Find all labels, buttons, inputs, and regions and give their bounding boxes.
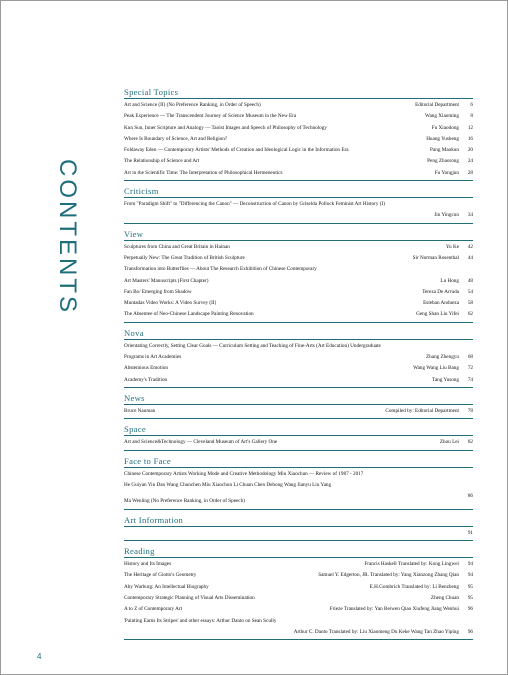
toc-entry[interactable]: [124, 559, 473, 570]
toc-entry[interactable]: [124, 264, 473, 275]
toc-entry[interactable]: [124, 123, 473, 134]
toc-entry[interactable]: [124, 309, 473, 320]
toc-entry[interactable]: [124, 437, 473, 448]
entry-page-number: 6: [470, 102, 473, 108]
toc-entry[interactable]: [124, 616, 473, 627]
toc-section: [124, 186, 473, 224]
entry-author: Zhou Lei: [439, 439, 459, 446]
entry-title: Chinese Contemporary Artists Working Mode and Creative Methodology Miu Xiaochun — Review of 1987 - 2017: [124, 470, 364, 477]
toc-entry[interactable]: [124, 469, 473, 480]
entry-title: Academy's Tradition: [124, 376, 168, 383]
entry-right: [432, 375, 473, 386]
entry-author: Huang Yusheng: [426, 135, 459, 142]
entry-page-number: 91: [467, 529, 473, 536]
section-heading: Face to Face: [124, 455, 172, 466]
entry-page-number: 28: [467, 169, 473, 176]
entry-right: [425, 111, 473, 122]
entry-title: Art Masters' Manuscripts (First Chapter): [124, 277, 209, 284]
entry-title: Art in the Scientific Time: The Interpretation of Philosophical Hermeneutics: [124, 169, 283, 176]
section-heading: News: [124, 392, 145, 403]
entry-right: [435, 168, 473, 179]
toc-entry[interactable]: [124, 168, 473, 179]
table-of-contents: [124, 87, 473, 645]
entry-right: [431, 593, 473, 604]
entry-author: Francis Haskell Translated by: Kong Lingwei: [364, 561, 459, 568]
entry-title: The Relationship of Science and Art: [124, 158, 200, 165]
entry-author: Compiled by: Editorial Department: [385, 407, 459, 414]
section-bottom-rule: [124, 540, 473, 541]
entry-author: Esteban Andueza: [423, 300, 459, 307]
entry-page-number: 96: [467, 628, 473, 635]
entry-title: Peak Experience — The Transcendent Journey of Science Museum in the New Era: [124, 113, 297, 120]
entry-title: Muntadas Video Works: A Video Survey (II): [124, 300, 217, 307]
entry-author: Fu Yongjun: [434, 169, 459, 176]
entry-author: Tang Yusong: [432, 376, 459, 383]
entry-author: Sir Norman Rosenthal: [412, 254, 459, 261]
entry-right: [423, 298, 473, 309]
entry-right: [413, 253, 473, 264]
section-rule: [124, 526, 473, 527]
entry-right: [370, 582, 473, 593]
toc-entry[interactable]: [124, 480, 473, 491]
page-number: 4: [37, 652, 42, 661]
toc-entry[interactable]: [124, 111, 473, 122]
entry-title: Abstemious Emotion: [124, 365, 168, 372]
entry-author: Samuel Y. Edgerton, JR. Translated by: Yang Xianzong Zhang Qian: [318, 572, 459, 579]
entry-right: [427, 156, 473, 167]
entry-page-number: 95: [467, 583, 473, 590]
entry-page-number: 58: [467, 300, 473, 307]
entry-page-number: 78: [467, 407, 473, 414]
entry-right: [330, 604, 473, 615]
entry-page-number: 68: [467, 354, 473, 361]
entry-author: Jin Yingcun: [434, 212, 459, 219]
toc-entry[interactable]: [124, 352, 473, 363]
toc-entry[interactable]: [124, 287, 473, 298]
toc-entry[interactable]: [124, 406, 473, 417]
entry-page-number: 82: [467, 439, 473, 446]
entry-author: Wang Xiaoming: [424, 113, 459, 120]
entry-page-number: 62: [467, 311, 473, 318]
entry-author: Lu Hong: [440, 277, 459, 284]
section-heading: Space: [124, 424, 147, 435]
entry-page-number: 94: [467, 572, 473, 579]
entry-author: Zheng Chuan: [430, 594, 459, 601]
entry-page-number: 44: [467, 254, 473, 261]
entry-title: He Guiyan Yin Dan Wang Chunchen Miu Xiaochun Li Chuan Chen Dehong Wang Jianyu Liu Yang: [124, 481, 332, 488]
toc-entry[interactable]: [124, 100, 473, 111]
toc-entry[interactable]: [124, 491, 473, 508]
entry-title: Programs in Art Academies: [124, 354, 182, 361]
section-heading: Special Topics: [124, 87, 179, 97]
entry-author: Zhang Zhengyu: [426, 354, 459, 361]
section-rule: [124, 98, 473, 99]
entry-author: Geng Shan Liu Yifei: [416, 311, 459, 318]
toc-entry[interactable]: [124, 298, 473, 309]
entry-page-number: 34: [467, 212, 473, 219]
entry-author: Arthur C. Danto Translated by: Liu Xiaomeng Du Keke Wang Tan Zhao Yiping: [293, 628, 459, 635]
entry-author: Tereza De Arruda: [422, 288, 459, 295]
entry-title: Bruce Nauman: [124, 407, 156, 414]
entry-page-number: 86: [467, 493, 473, 500]
entry-right: [415, 100, 473, 111]
toc-section: [124, 515, 473, 541]
toc-entry[interactable]: [124, 276, 473, 287]
entry-page-number: 96: [467, 606, 473, 613]
entry-title: A to Z of Contemporary Art: [124, 606, 183, 613]
section-bottom-rule: [124, 639, 473, 640]
section-rule: [124, 404, 473, 405]
toc-entry[interactable]: [124, 528, 473, 539]
entry-right: [459, 491, 473, 502]
toc-entry[interactable]: [124, 593, 473, 604]
toc-entry[interactable]: [124, 363, 473, 374]
section-rule: [124, 197, 473, 198]
entry-title: The Absentee of Neo-Chinese Landscape Painting Renovation: [124, 311, 254, 318]
toc-entry[interactable]: [124, 199, 473, 210]
entry-title: Art and Science&Technology — Cleveland Museum of Art's Gallery One: [124, 439, 278, 446]
entry-right: [432, 123, 473, 134]
toc-entry[interactable]: [124, 570, 473, 581]
entry-title: Transformation into Butterflies — About The Research Exhibition of Chinese Contemporary: [124, 266, 317, 273]
entry-title: Sculptures from China and Great Britain in Hainan: [124, 243, 230, 250]
entry-author: Yu Ke: [445, 243, 459, 250]
section-bottom-rule: [124, 322, 473, 323]
toc-entry[interactable]: [124, 604, 473, 615]
entry-author: Frieze Translated by: Yan Beiwen Qiao Xiufeng Jiang Wenhui: [329, 606, 459, 613]
entry-title: History and Its Images: [124, 561, 172, 568]
toc-section: [124, 229, 473, 323]
toc-section: [124, 546, 473, 640]
entry-page-number: 48: [467, 277, 473, 284]
toc-entry[interactable]: [124, 134, 473, 145]
section-heading: Art Information: [124, 514, 184, 525]
entry-page-number: 54: [467, 288, 473, 295]
toc-entry[interactable]: [124, 253, 473, 264]
toc-section: [124, 393, 473, 419]
entry-page-number: 94: [467, 561, 473, 568]
entry-title: The Heritage of Giotto's Geometry: [124, 572, 197, 579]
section-rule: [124, 467, 473, 468]
section-bottom-rule: [124, 509, 473, 510]
toc-entry[interactable]: [124, 210, 473, 221]
toc-entry[interactable]: [124, 627, 473, 638]
entry-right: [430, 145, 473, 156]
section-bottom-rule: [124, 387, 473, 388]
entry-page-number: 8: [470, 113, 473, 120]
entry-right: [440, 437, 473, 448]
section-heading: Nova: [124, 327, 144, 338]
entry-title: Foldaway Eden — Contemporary Artists' Methods of Creation and Ideological Logic in the Information Era: [124, 147, 349, 154]
entry-right: [446, 242, 473, 253]
entry-title: Aby Warburg: An Intellectual Biography: [124, 583, 209, 590]
section-rule: [124, 435, 473, 436]
entry-title: Perpetually New: The Great Tradition of British Sculpture: [124, 254, 245, 261]
section-rule: [124, 240, 473, 241]
entry-right: [426, 352, 473, 363]
toc-entry[interactable]: [124, 145, 473, 156]
entry-right: [434, 210, 473, 221]
entry-page-number: 20: [467, 147, 473, 154]
entry-author: E.H.Gombrich Translated by: Li Benzheng: [369, 583, 459, 590]
entry-title: Orientating Correctly, Setting Clear Goals — Curriculum Setting and Teaching of Fine-Arts (Art Education) Undergraduate: [124, 342, 381, 349]
entry-author: Fu Xiaodong: [431, 124, 459, 131]
section-heading: Reading: [124, 546, 155, 557]
entry-page-number: 24: [467, 158, 473, 165]
toc-section: [124, 87, 473, 181]
toc-entry[interactable]: [124, 341, 473, 352]
section-heading: View: [124, 228, 144, 239]
section-bottom-rule: [124, 418, 473, 419]
entry-right: [318, 570, 473, 581]
toc-entry[interactable]: [124, 156, 473, 167]
entry-title: Contemporary Strategic Planning of Visual Arts Dissemination: [124, 594, 255, 601]
entry-title: From "Paradigm Shift" to "Differencing the Canon" — Deconstruction of Canon by Griselda Pollock Feminist Art History (I): [124, 201, 385, 208]
entry-title: 'Painting Earns Its Stripes' and other essays: Arthur Danto on Sean Scully: [124, 617, 277, 624]
entry-page-number: 16: [467, 135, 473, 142]
section-bottom-rule: [124, 223, 473, 224]
entry-right: [422, 287, 473, 298]
entry-right: [416, 309, 473, 320]
section-bottom-rule: [124, 180, 473, 181]
entry-title: Ma Wenling (No Preference Ranking, in Order of Speech): [124, 498, 245, 505]
entry-author: Peng Zhaorong: [427, 158, 459, 165]
entry-right: [459, 528, 473, 539]
section-heading: Criticism: [124, 186, 159, 197]
entry-title: Kun Sun, Inner Scripture and Analogy — Taoist Images and Speech of Philosophy of Technology: [124, 124, 327, 131]
section-bottom-rule: [124, 450, 473, 451]
entry-right: [413, 363, 473, 374]
entry-page-number: 42: [467, 243, 473, 250]
section-rule: [124, 339, 473, 340]
toc-section: [124, 328, 473, 388]
entry-title: Fan Bo/ Emerging from Shadow: [124, 288, 192, 295]
entry-author: Wang Wang Liu Bang: [413, 365, 459, 372]
entry-page-number: 74: [467, 376, 473, 383]
entry-right: [294, 627, 473, 638]
entry-page-number: 72: [467, 365, 473, 372]
entry-page-number: 95: [467, 594, 473, 601]
entry-right: [385, 406, 473, 417]
toc-section: [124, 424, 473, 450]
entry-right: [364, 559, 473, 570]
entry-author: Editorial Department: [415, 102, 459, 108]
contents-vertical-title: CONTENTS: [54, 159, 81, 315]
toc-entry[interactable]: [124, 582, 473, 593]
entry-title: Art and Science (II) (No Preference Ranking, in Order of Speech): [124, 102, 261, 108]
toc-section: [124, 456, 473, 510]
entry-right: [426, 134, 473, 145]
entry-author: Pang Maokun: [430, 147, 459, 154]
entry-page-number: 12: [467, 124, 473, 131]
section-rule: [124, 557, 473, 558]
toc-entry[interactable]: [124, 375, 473, 386]
entry-title: Where Is Boundary of Science, Art and Religion?: [124, 135, 228, 142]
toc-entry[interactable]: [124, 242, 473, 253]
entry-right: [440, 276, 473, 287]
